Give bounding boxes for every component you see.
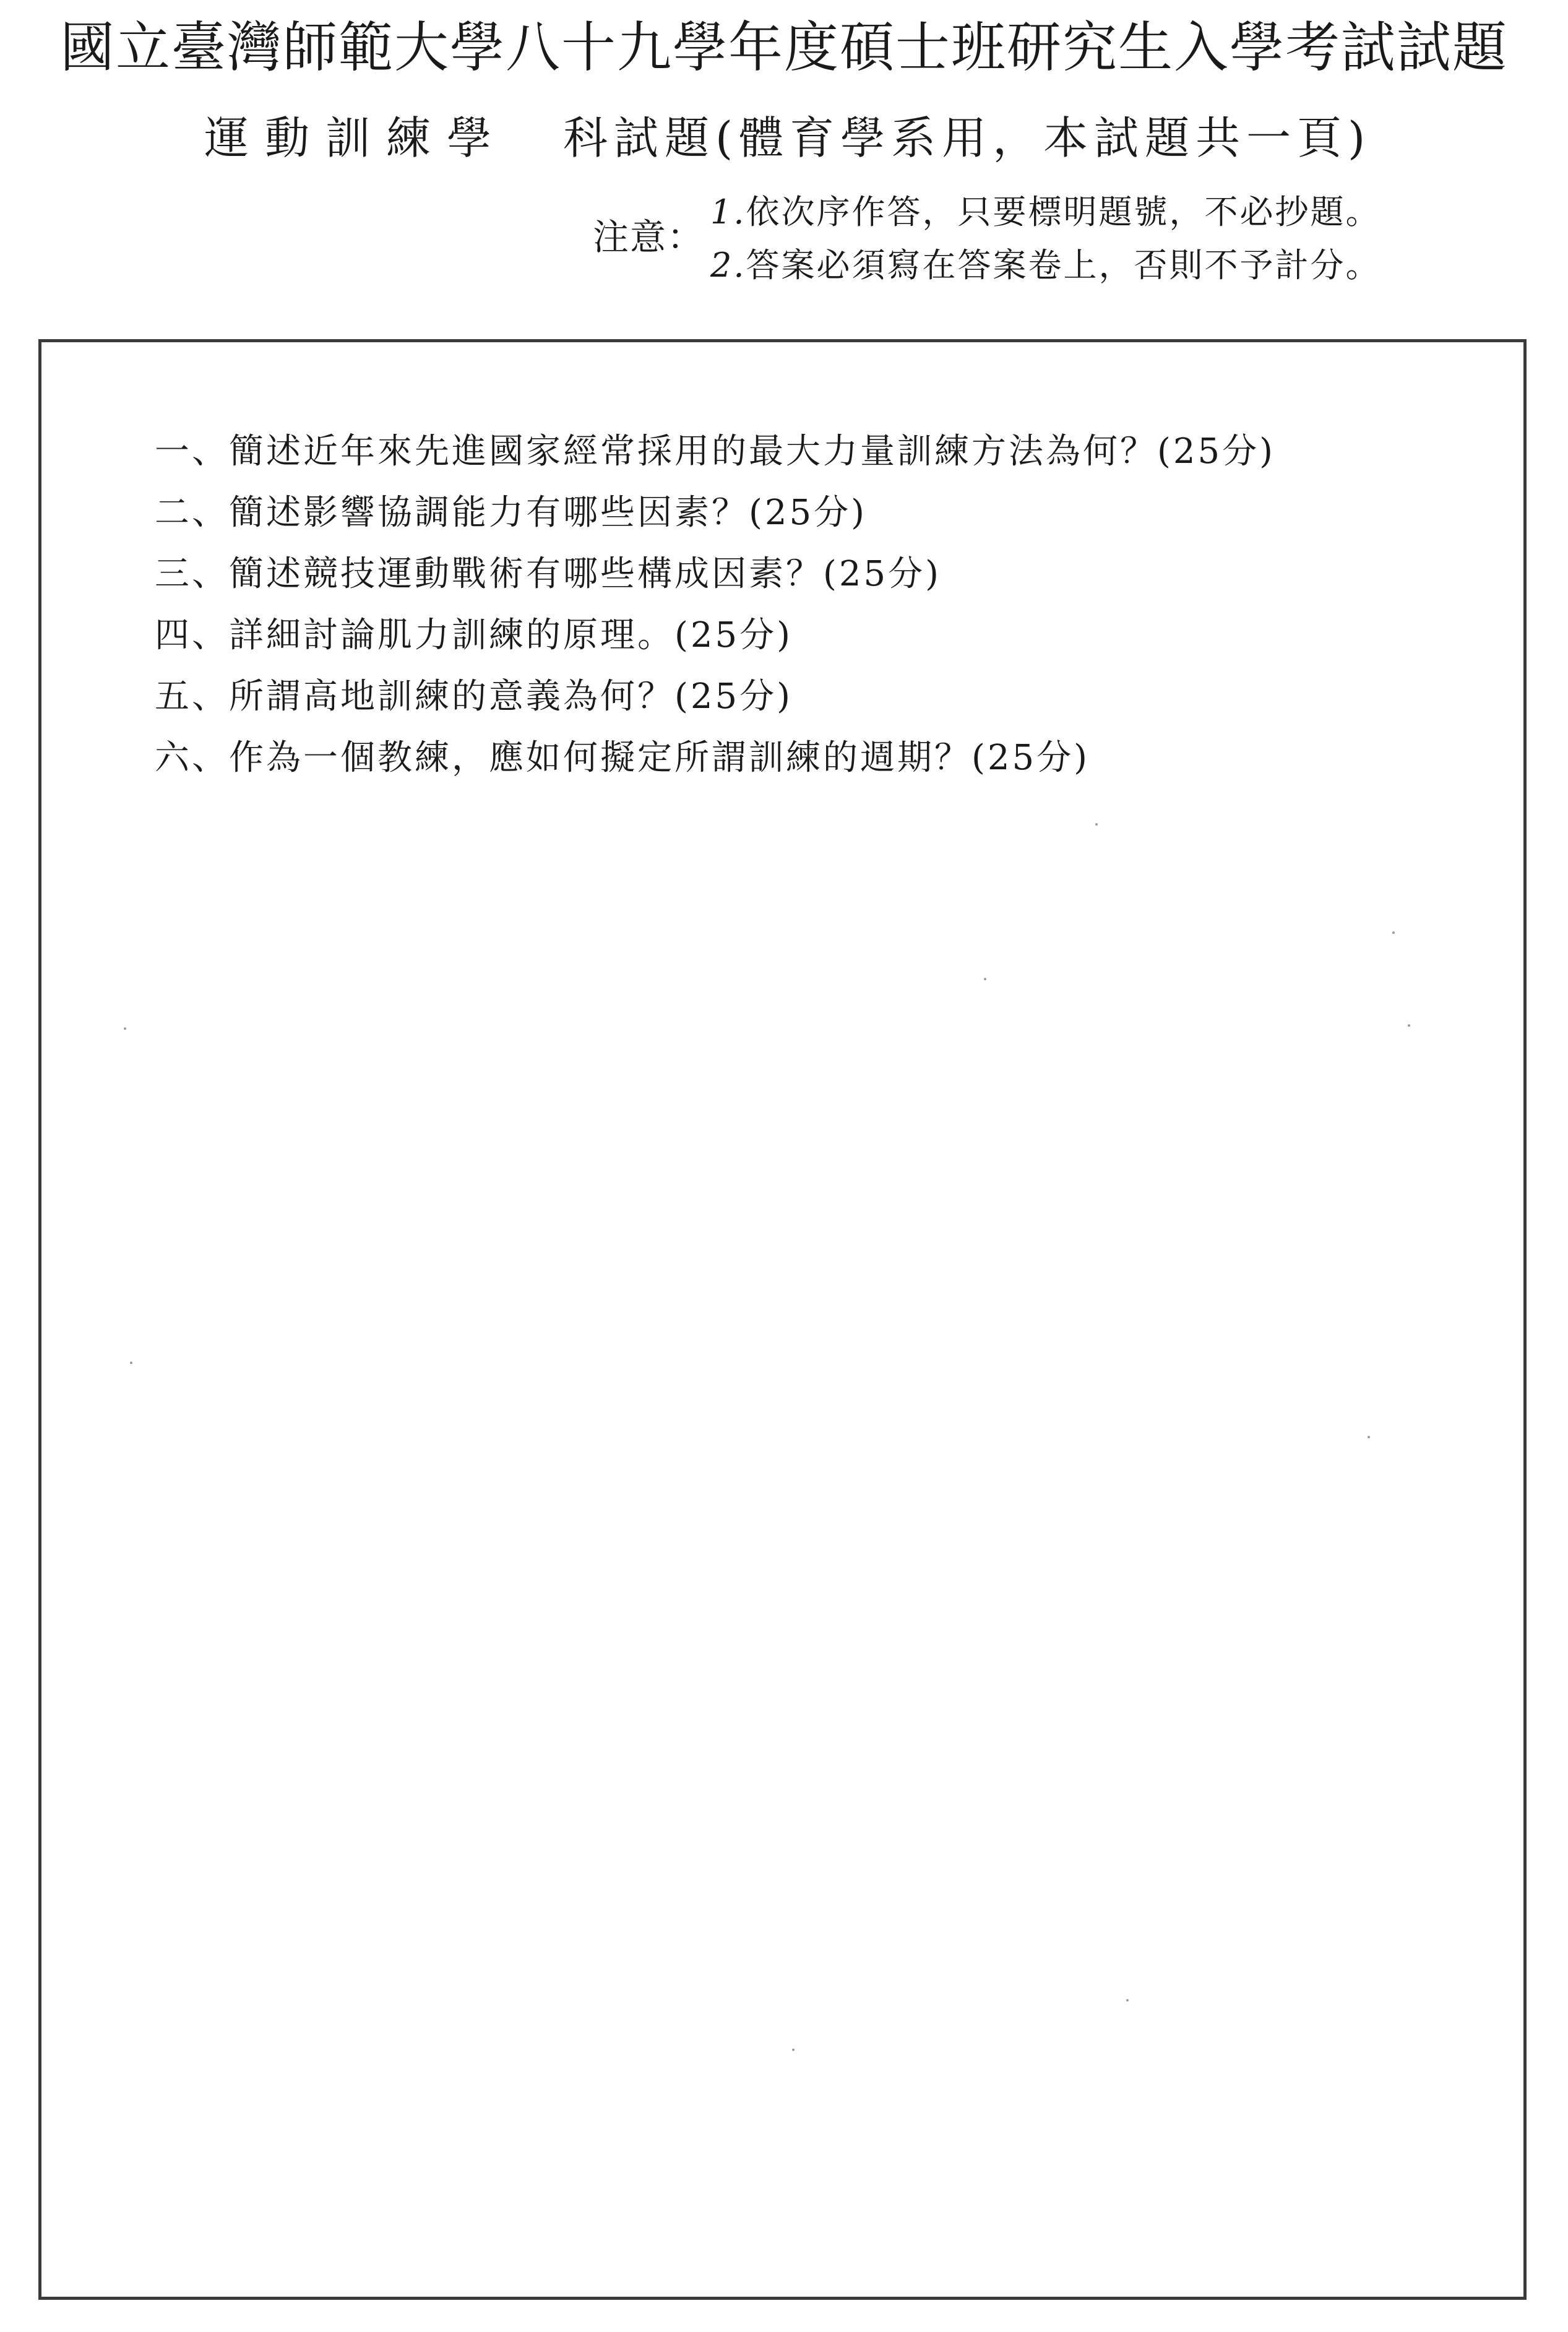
- scan-speck: [792, 2049, 795, 2051]
- exam-title: 國立臺灣師範大學八十九學年度碩士班研究生入學考試試題: [59, 15, 1508, 79]
- question-list: [155, 421, 1275, 788]
- scan-speck: [124, 1027, 126, 1030]
- question-item: 二、簡述影響協調能力有哪些因素？(25分): [155, 493, 867, 533]
- notice-item: [710, 239, 1381, 292]
- subject-line: [204, 110, 1371, 166]
- notice-item-number: 2.: [710, 246, 746, 285]
- question-item: 五、所謂高地訓練的意義為何？(25分): [155, 676, 793, 717]
- scan-speck: [1392, 931, 1395, 934]
- question-item: 四、詳細討論肌力訓練的原理。(25分): [155, 615, 793, 655]
- scan-speck: [1408, 1024, 1410, 1027]
- question-item: 一、簡述近年來先進國家經常採用的最大力量訓練方法為何？(25分): [155, 431, 1275, 472]
- notice-label: 注意：: [593, 216, 705, 258]
- notice-items: [710, 186, 1381, 292]
- question-item: 六、作為一個教練，應如何擬定所謂訓練的週期？(25分): [155, 738, 1090, 778]
- notice-item-number: 1.: [710, 192, 746, 231]
- notice-item-text: 答案必須寫在答案卷上，否則不予計分。: [746, 246, 1381, 285]
- scan-speck: [1126, 1999, 1129, 2002]
- subject-suffix: 科試題: [563, 112, 716, 164]
- subject-name: 運動訓練學: [204, 112, 508, 164]
- question-item: 三、簡述競技運動戰術有哪些構成因素？(25分): [155, 554, 941, 594]
- scan-speck: [1368, 1436, 1370, 1438]
- scan-speck: [130, 1362, 132, 1364]
- notice-item: [710, 186, 1381, 239]
- notice-item-text: 依次序作答，只要標明題號，不必抄題。: [746, 192, 1381, 231]
- scan-speck: [1095, 823, 1098, 826]
- paren-note: (體育學系用，本試題共一頁): [715, 112, 1372, 164]
- scan-speck: [984, 978, 986, 980]
